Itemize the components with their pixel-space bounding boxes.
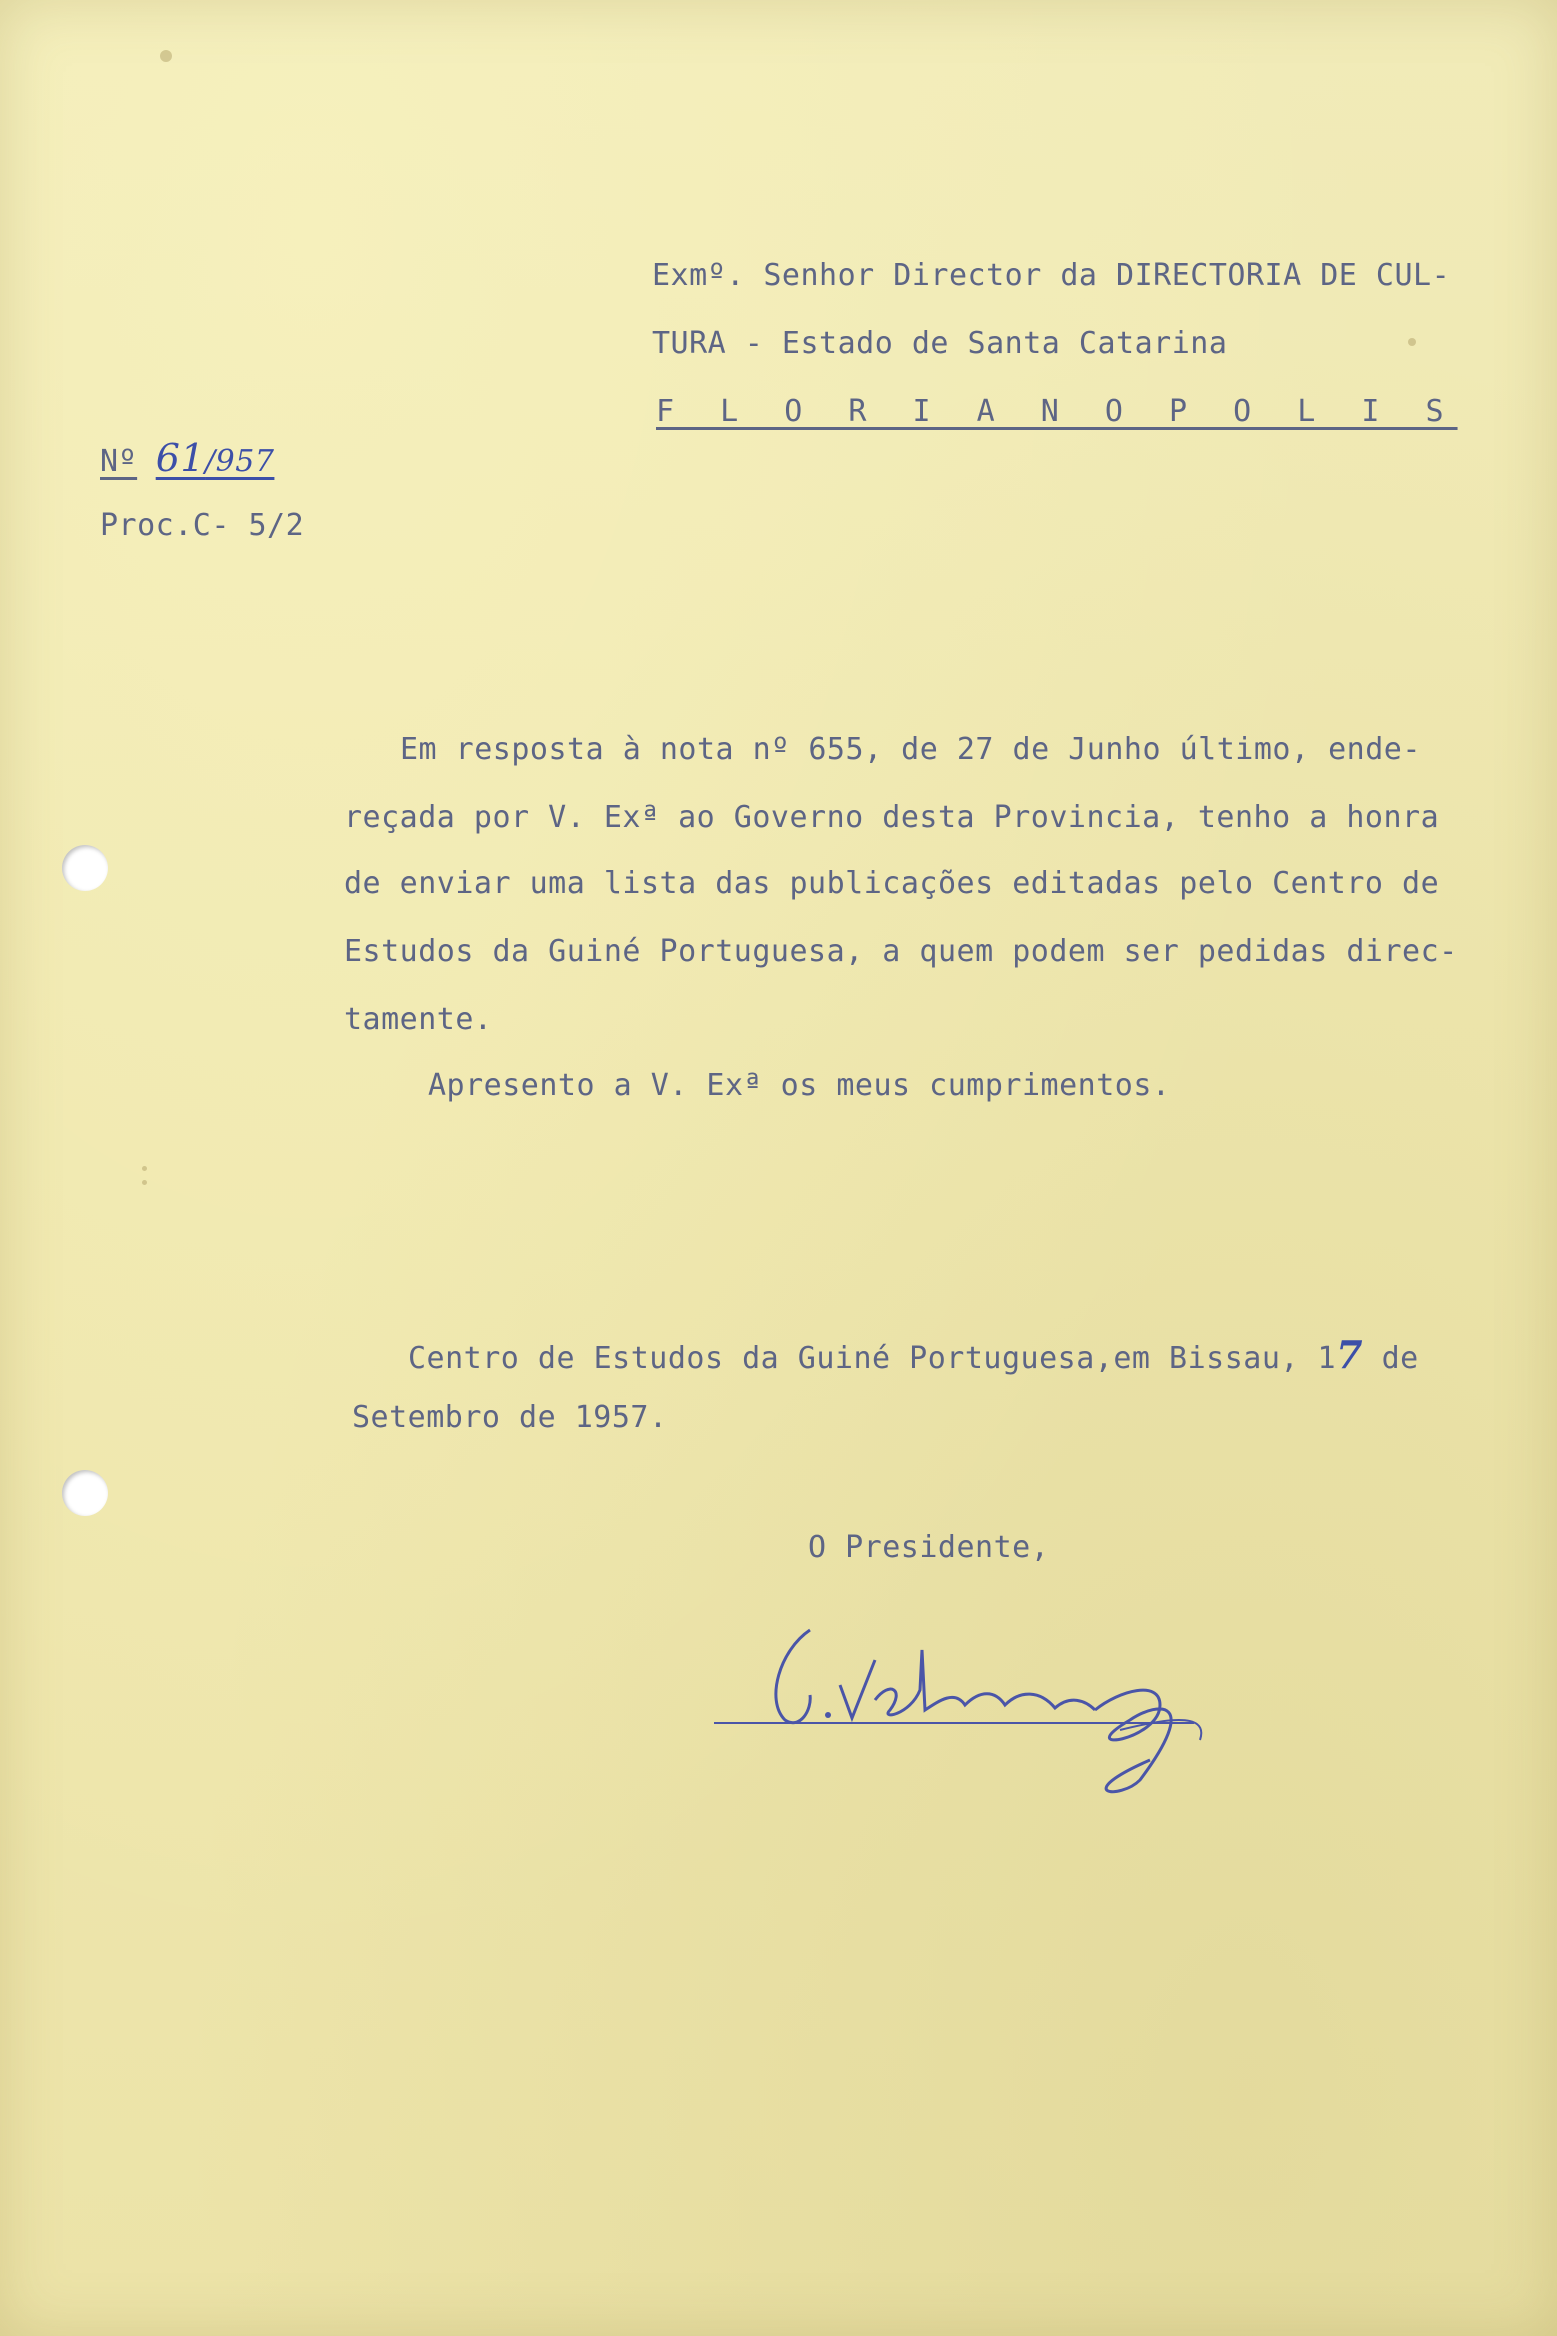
date-text-end: de bbox=[1381, 1341, 1419, 1376]
address-line-2: TURA - Estado de Santa Catarina bbox=[652, 326, 1228, 361]
body-line: reçada por V. Exª ao Governo desta Provincia, tenho a honra bbox=[344, 800, 1440, 835]
paper-stain bbox=[160, 50, 172, 62]
date-day-typed: 1 bbox=[1317, 1341, 1337, 1376]
body-line: Em resposta à nota nº 655, de 27 de Junho último, ende- bbox=[400, 732, 1421, 767]
handwritten-signature bbox=[740, 1590, 1340, 1810]
reference-prefix: Nº bbox=[100, 444, 138, 479]
punch-hole bbox=[62, 845, 108, 891]
reference-number bbox=[100, 436, 274, 480]
place-date-text: Centro de Estudos da Guiné Portuguesa,em Bissau, bbox=[408, 1341, 1299, 1376]
signature-underline bbox=[714, 1722, 1194, 1724]
address-line-1: Exmº. Senhor Director da DIRECTORIA DE CUL- bbox=[652, 258, 1451, 293]
date-day-handwritten: 7 bbox=[1336, 1332, 1364, 1377]
address-city: F L O R I A N O P O L I S bbox=[656, 394, 1458, 429]
punch-hole bbox=[62, 1470, 108, 1516]
closing-line: Apresento a V. Exª os meus cumprimentos. bbox=[428, 1068, 1171, 1103]
paper-stain bbox=[1408, 338, 1416, 346]
paper-stain bbox=[142, 1166, 147, 1171]
signatory-title: O Presidente, bbox=[808, 1530, 1050, 1565]
process-reference: Proc.C- 5/2 bbox=[100, 508, 305, 543]
place-date-line-1 bbox=[408, 1332, 1419, 1377]
body-line: tamente. bbox=[344, 1002, 493, 1037]
body-line: Estudos da Guiné Portuguesa, a quem podem ser pedidas direc- bbox=[344, 934, 1458, 969]
place-date-line-2: Setembro de 1957. bbox=[352, 1400, 668, 1435]
paper-stain bbox=[142, 1180, 147, 1185]
reference-year: /957 bbox=[205, 444, 275, 479]
reference-number-handwritten: 61 bbox=[155, 436, 206, 480]
body-line: de enviar uma lista das publicações editadas pelo Centro de bbox=[344, 866, 1440, 901]
